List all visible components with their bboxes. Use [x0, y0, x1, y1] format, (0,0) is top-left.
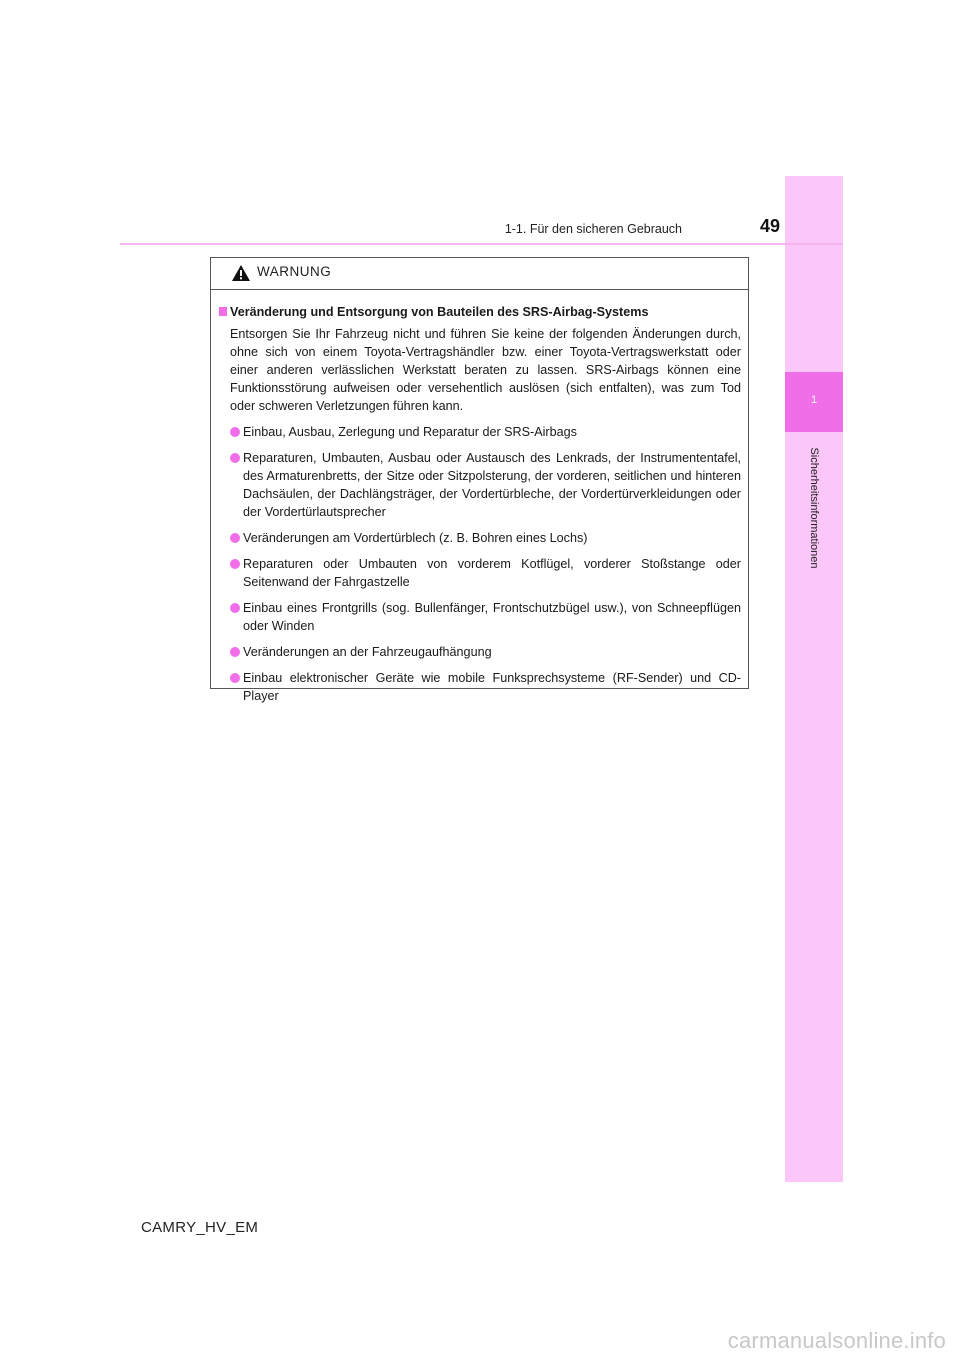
- chapter-number: 1: [810, 394, 818, 406]
- warning-triangle-icon: [231, 264, 251, 282]
- list-item-text: Reparaturen, Umbauten, Ausbau oder Austausch des Lenkrads, der Instrumententafel, des Armaturenbretts, der Sitze oder Sitzpolsterung, der vorderen, seitlichen und hinteren Dachsäulen, der Dachlängsträger, der Vordertürbleche, der Vordertürverkleidungen oder der Vordertürlautsprecher: [243, 451, 741, 519]
- warning-title: WARNUNG: [257, 264, 332, 279]
- chapter-number-tab[interactable]: [785, 372, 843, 432]
- list-item: [219, 669, 741, 705]
- list-item-text: Veränderungen am Vordertürblech (z. B. Bohren eines Lochs): [243, 531, 588, 545]
- list-item-text: Veränderungen an der Fahrzeugaufhängung: [243, 645, 492, 659]
- watermark: carmanualsonline.info: [727, 1328, 946, 1353]
- list-item: [219, 449, 741, 521]
- warning-intro-text: Entsorgen Sie Ihr Fahrzeug nicht und führen Sie keine der folgenden Änderungen durch, ohne sich von einem Toyota-Vertragshändler bzw. einer Toyota-Vertragswerkstatt oder einer anderen verlässlichen Werkstatt beraten zu lassen. SRS-Airbags können eine Funktionsstörung aufweisen oder versehentlich auslösen (sich entfalten), was zum Tod oder schweren Verletzungen führen kann.: [230, 327, 741, 413]
- bullet-dot-icon: [230, 533, 240, 543]
- bullet-dot-icon: [230, 673, 240, 683]
- bullet-dot-icon: [230, 603, 240, 613]
- bullet-dot-icon: [230, 427, 240, 437]
- list-item: [219, 555, 741, 591]
- warning-section-title-text: Veränderung und Entsorgung von Bauteilen des SRS-Airbag-Systems: [230, 305, 649, 319]
- warning-section-title: [219, 303, 741, 321]
- model-code: CAMRY_HV_EM: [141, 1219, 259, 1236]
- list-item-text: Reparaturen oder Umbauten von vorderem Kotflügel, vorderer Stoßstange oder Seitenwand der Fahrgastzelle: [243, 557, 741, 589]
- chapter-label: Sicherheitsinformationen: [808, 447, 820, 569]
- square-bullet-icon: [219, 307, 227, 316]
- warning-body: [211, 290, 748, 705]
- header-divider: [120, 243, 843, 245]
- page-number: 49: [759, 216, 780, 236]
- list-item-text: Einbau, Ausbau, Zerlegung und Reparatur der SRS-Airbags: [243, 425, 577, 439]
- chapter-side-tab: [785, 176, 843, 1182]
- warning-box: [210, 257, 749, 703]
- bullet-dot-icon: [230, 647, 240, 657]
- warning-header: [211, 258, 748, 290]
- list-item-text: Einbau elektronischer Geräte wie mobile Funksprechsysteme (RF-Sender) und CD-Player: [243, 671, 741, 703]
- list-item: [219, 643, 741, 661]
- bullet-dot-icon: [230, 559, 240, 569]
- list-item: [219, 529, 741, 547]
- list-item: [219, 423, 741, 441]
- bullet-dot-icon: [230, 453, 240, 463]
- section-heading: 1-1. Für den sicheren Gebrauch: [504, 222, 682, 236]
- list-item-text: Einbau eines Frontgrills (sog. Bullenfänger, Frontschutzbügel usw.), von Schneepflügen oder Winden: [243, 601, 741, 633]
- list-item: [219, 599, 741, 635]
